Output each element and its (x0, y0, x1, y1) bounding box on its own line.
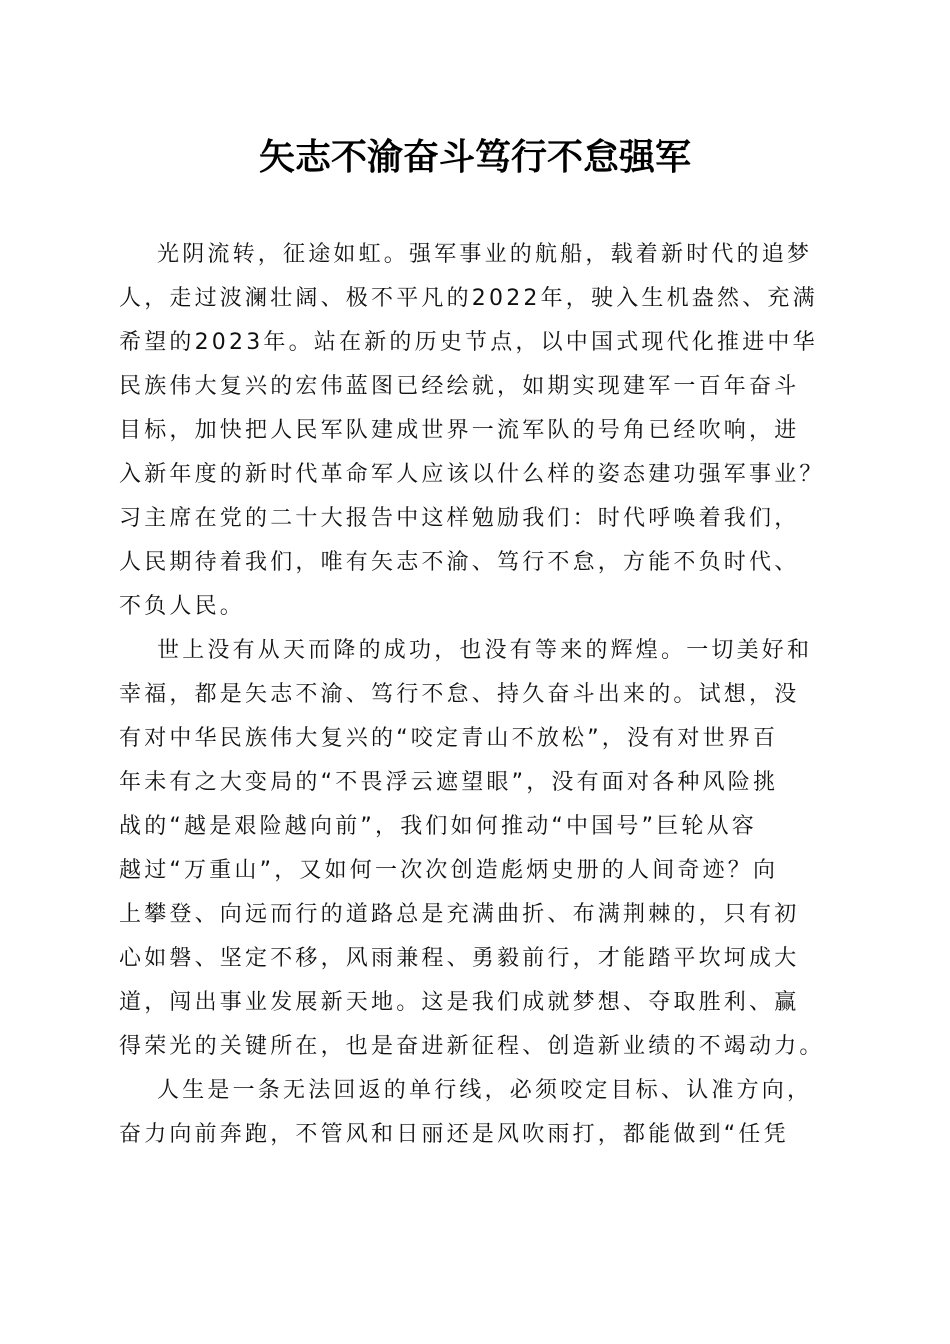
paragraph-1-line-3: 希望的2023年。站在新的历史节点，以中国式现代化推进中华 (119, 330, 818, 355)
paragraph-1-line-8: 人民期待着我们，唯有矢志不渝、笃行不怠，方能不负时代、 (119, 550, 800, 575)
paragraph-2-line-4: 年未有之大变局的“不畏浮云遮望眼”，没有面对各种风险挑 (119, 770, 779, 795)
paragraph-2-line-10: 得荣光的关键所在，也是奋进新征程、创造新业绩的不竭动力。 (119, 1034, 825, 1059)
paragraph-2-line-7: 上攀登、向远而行的道路总是充满曲折、布满荆棘的，只有初 (119, 902, 800, 927)
paragraph-2-line-8: 心如磐、坚定不移，风雨兼程、勇毅前行，才能踏平坎坷成大 (119, 946, 800, 971)
document-body (119, 233, 849, 1157)
paragraph-1-line-7: 习主席在党的二十大报告中这样勉励我们：时代呼唤着我们， (119, 506, 800, 531)
paragraph-3-line-2: 奋力向前奔跑，不管风和日丽还是风吹雨打，都能做到“任凭 (119, 1122, 789, 1147)
paragraph-2-line-1: 世上没有从天而降的成功，也没有等来的辉煌。一切美好和 (157, 638, 813, 663)
document-title: 矢志不渝奋斗笃行不怠强军 (258, 136, 691, 178)
paragraph-2-line-5: 战的“越是艰险越向前”，我们如何推动“中国号”巨轮从容 (119, 814, 757, 839)
paragraph-3-line-1: 人生是一条无法回返的单行线，必须咬定目标、认准方向， (157, 1078, 813, 1103)
paragraph-1-line-4: 民族伟大复兴的宏伟蓝图已经绘就，如期实现建军一百年奋斗 (119, 374, 800, 399)
paragraph-2-line-2: 幸福，都是矢志不渝、笃行不怠、持久奋斗出来的。试想，没 (119, 682, 800, 707)
paragraph-1-line-5: 目标，加快把人民军队建成世界一流军队的号角已经吹响，进 (119, 418, 800, 443)
paragraph-1-line-6: 入新年度的新时代革命军人应该以什么样的姿态建功强军事业？ (119, 462, 825, 487)
paragraph-2-line-6: 越过“万重山”，又如何一次次创造彪炳史册的人间奇迹？向 (119, 858, 779, 883)
paragraph-2-line-3: 有对中华民族伟大复兴的“咬定青山不放松”，没有对世界百 (119, 726, 779, 751)
paragraph-2-line-9: 道，闯出事业发展新天地。这是我们成就梦想、夺取胜利、赢 (119, 990, 800, 1015)
paragraph-1-line-9: 不负人民。 (119, 594, 246, 619)
paragraph-1-line-1: 光阴流转，征途如虹。强军事业的航船，载着新时代的追梦 (157, 242, 813, 267)
paragraph-1-line-2: 人，走过波澜壮阔、极不平凡的2022年，驶入生机盎然、充满 (119, 286, 818, 311)
